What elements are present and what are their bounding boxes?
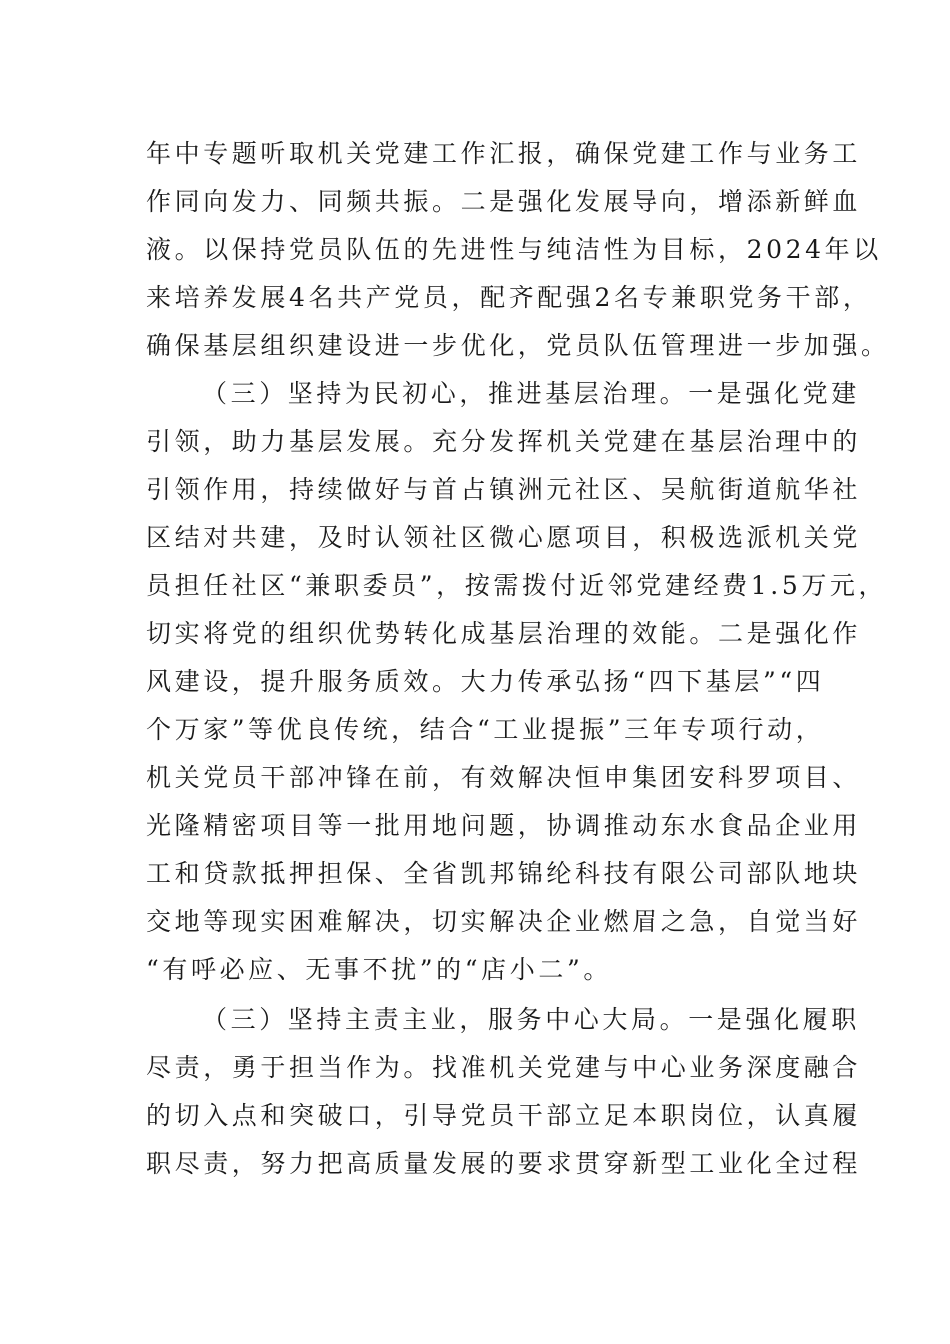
text-line: 年中专题听取机关党建工作汇报，确保党建工作与业务工 [146, 139, 862, 168]
text-line: 引领，助力基层发展。充分发挥机关党建在基层治理中的 [146, 427, 862, 456]
text-line: 引领作用，持续做好与首占镇洲元社区、吴航街道航华社 [146, 475, 862, 504]
text-line: “有呼必应、无事不扰”的“店小二”。 [146, 955, 612, 984]
text-line: 来培养发展4名共产党员，配齐配强2名专兼职党务干部， [146, 283, 872, 312]
text-line: 职尽责，努力把高质量发展的要求贯穿新型工业化全过程 [146, 1149, 862, 1178]
text-line: 工和贷款抵押担保、全省凯邦锦纶科技有限公司部队地块 [146, 859, 862, 888]
text-line: 液。以保持党员队伍的先进性与纯洁性为目标，2024年以 [146, 235, 882, 264]
text-line: 确保基层组织建设进一步优化，党员队伍管理进一步加强。 [146, 331, 890, 360]
text-line: 机关党员干部冲锋在前，有效解决恒申集团安科罗项目、 [146, 763, 862, 792]
text-line: 区结对共建，及时认领社区微心愿项目，积极选派机关党 [146, 523, 862, 552]
text-line: 光隆精密项目等一批用地问题，协调推动东水食品企业用 [146, 811, 862, 840]
section-heading-line: （三）坚持主责主业，服务中心大局。一是强化履职 [202, 1005, 860, 1034]
body-text [146, 130, 890, 1188]
text-line: 交地等现实困难解决，切实解决企业燃眉之急，自觉当好 [146, 907, 862, 936]
text-line: 员担任社区“兼职委员”，按需拨付近邻党建经费1.5万元， [146, 571, 888, 600]
text-line: 个万家”等优良传统，结合“工业提振”三年专项行动， [146, 715, 825, 744]
section-heading-line: （三）坚持为民初心，推进基层治理。一是强化党建 [202, 379, 860, 408]
text-line: 尽责，勇于担当作为。找准机关党建与中心业务深度融合 [146, 1053, 862, 1082]
text-line: 的切入点和突破口，引导党员干部立足本职岗位，认真履 [146, 1101, 862, 1130]
text-line: 切实将党的组织优势转化成基层治理的效能。二是强化作 [146, 619, 862, 648]
text-line: 风建设，提升服务质效。大力传承弘扬“四下基层”“四 [146, 667, 825, 696]
text-line: 作同向发力、同频共振。二是强化发展导向，增添新鲜血 [146, 187, 862, 216]
